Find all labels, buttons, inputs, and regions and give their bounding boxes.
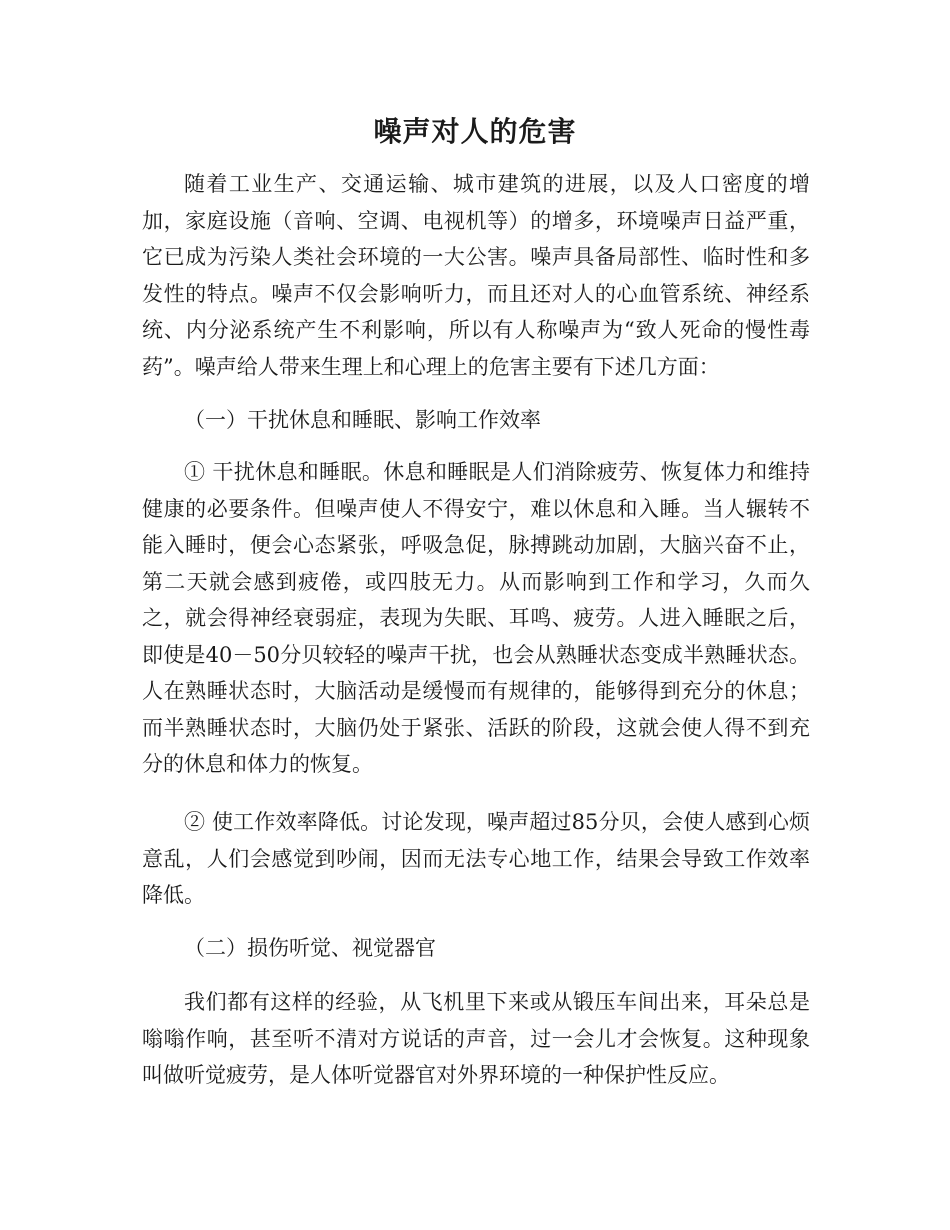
section-heading-1: （一）干扰休息和睡眠、影响工作效率 bbox=[184, 408, 541, 432]
section-heading-2: （二）损伤听觉、视觉器官 bbox=[184, 936, 436, 960]
section-1-paragraph-2: ② 使工作效率降低。讨论发现，噪声超过85分贝，会使人感到心烦意乱，人们会感觉到吵闹，因而无法专心地工作，结果会导致工作效率降低。 bbox=[142, 810, 810, 907]
section-1-paragraph-1: ① 干扰休息和睡眠。休息和睡眠是人们消除疲劳、恢复体力和维持健康的必要条件。但噪声使人不得安宁，难以休息和入睡。当人辗转不能入睡时，便会心态紧张，呼吸急促，脉搏跳动加剧，大脑兴奋不止，第二天就会感到疲倦，或四肢无力。从而影响到工作和学习，久而久之，就会得神经衰弱症，表现为失眠、耳鸣、疲劳。人进入睡眠之后，即使是40－50分贝较轻的噪声干扰，也会从熟睡状态变成半熟睡状态。人在熟睡状态时，大脑活动是缓慢而有规律的，能够得到充分的休息；而半熟睡状态时，大脑仍处于紧张、活跃的阶段，这就会使人得不到充分的休息和体力的恢复。 bbox=[142, 460, 810, 776]
document-title: 噪声对人的危害 bbox=[373, 115, 577, 148]
section-2-paragraph-1: 我们都有这样的经验，从飞机里下来或从锻压车间出来，耳朵总是嗡嗡作响，甚至听不清对方说话的声音，过一会儿才会恢复。这种现象叫做听觉疲劳，是人体听觉器官对外界环境的一种保护性反应。 bbox=[142, 990, 810, 1087]
intro-paragraph: 随着工业生产、交通运输、城市建筑的进展，以及人口密度的增加，家庭设施（音响、空调、电视机等）的增多，环境噪声日益严重，它已成为污染人类社会环境的一大公害。噪声具备局部性、临时性和多发性的特点。噪声不仅会影响听力，而且还对人的心血管系统、神经系统、内分泌系统产生不利影响，所以有人称噪声为“致人死命的慢性毒药”。噪声给人带来生理上和心理上的危害主要有下述几方面： bbox=[142, 172, 810, 379]
